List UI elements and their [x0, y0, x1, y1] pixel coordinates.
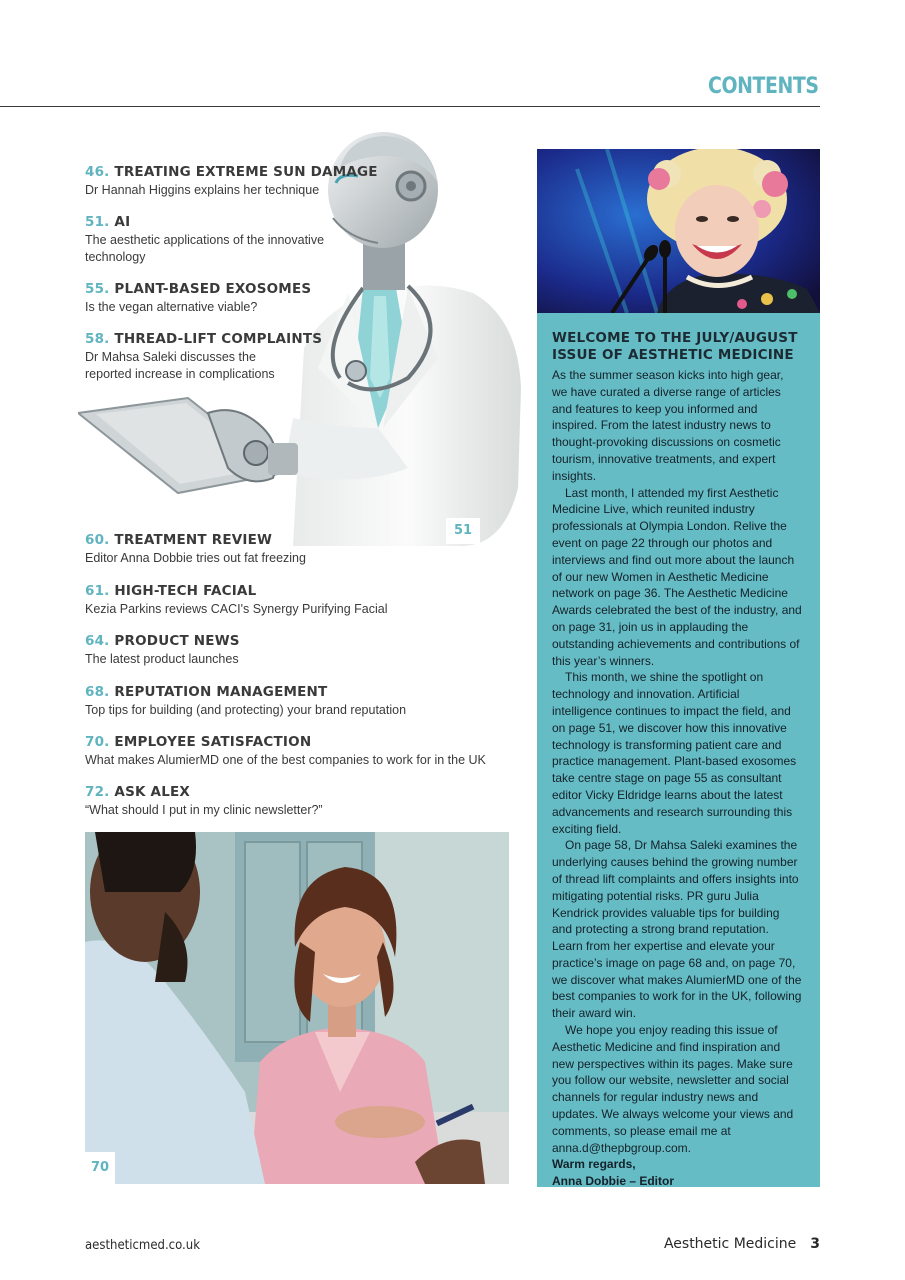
- toc-heading: [85, 633, 445, 649]
- welcome-heading: WELCOME TO THE JULY/AUGUST ISSUE OF AESTHETIC MEDICINE: [552, 330, 798, 363]
- toc-title: THREAD-LIFT COMPLAINTS: [114, 331, 323, 347]
- toc-heading: [85, 684, 505, 700]
- toc-heading: [85, 214, 445, 230]
- toc-page-number: 64.: [85, 633, 110, 649]
- magazine-name: Aesthetic Medicine: [663, 1236, 797, 1252]
- welcome-paragraph: We hope you enjoy reading this issue of Aesthetic Medicine and find inspiration and new perspectives within its pages. Make sure you follow our website, newsletter and social channels for regular industry news and updates. We always welcome your views and comments, so please email me at anna.d@thepbgroup.com.: [552, 1023, 794, 1155]
- welcome-paragraph: As the summer season kicks into high gear, we have curated a diverse range of articles and features to keep you informed and inspired. From the latest industry news to thought-provoking discussions on cosmetic tourism, innovative treatments, and expert insights.: [552, 368, 784, 483]
- toc-page-number: 72.: [85, 784, 110, 800]
- editor-photo: [537, 149, 820, 313]
- toc-page-number: 60.: [85, 532, 110, 548]
- toc-description: What makes AlumierMD one of the best companies to work for in the UK: [85, 753, 486, 767]
- toc-item-64[interactable]: [85, 633, 445, 668]
- toc-title: ASK ALEX: [114, 784, 191, 800]
- welcome-paragraph: Last month, I attended my first Aesthetic Medicine Live, which reunited industry professionals at Olympia London. Relive the event on page 22 through our photos and interviews and find out more about the launch of our new Women in Aesthetic Medicine network on page 36. The Aesthetic Medicine Awards celebrated the best of the industry, and on page 31, join us in applauding the outstanding achievements and contributions of this year’s winners.: [552, 485, 802, 668]
- toc-title: PRODUCT NEWS: [114, 633, 240, 649]
- toc-item-68[interactable]: [85, 684, 505, 719]
- toc-title: TREATING EXTREME SUN DAMAGE: [114, 164, 378, 180]
- toc-item-61[interactable]: [85, 583, 445, 618]
- toc-page-number: 61.: [85, 583, 110, 599]
- page-number: 3: [810, 1236, 820, 1252]
- consultation-photo: [85, 832, 509, 1184]
- toc-heading: [85, 331, 445, 347]
- toc-heading: [85, 583, 445, 599]
- toc-heading: [85, 281, 445, 297]
- toc-page-number: 46.: [85, 164, 110, 180]
- toc-description: Top tips for building (and protecting) your brand reputation: [85, 703, 407, 717]
- welcome-letter: [552, 367, 802, 1190]
- toc-page-number: 58.: [85, 331, 110, 347]
- consult-figure-page-number: 70: [85, 1152, 115, 1184]
- toc-page-number: 51.: [85, 214, 110, 230]
- toc-item-72[interactable]: [85, 784, 445, 819]
- toc-item-70[interactable]: [85, 734, 515, 769]
- toc-title: REPUTATION MANAGEMENT: [114, 684, 328, 700]
- header-divider: [0, 106, 820, 107]
- footer-folio: [664, 1236, 820, 1252]
- page-title: CONTENTS: [708, 74, 819, 99]
- toc-description: The aesthetic applications of the innovative technology: [85, 233, 325, 264]
- toc-title: AI: [114, 214, 131, 230]
- toc-description: Dr Hannah Higgins explains her technique: [85, 183, 320, 197]
- toc-page-number: 70.: [85, 734, 110, 750]
- toc-description: Kezia Parkins reviews CACI's Synergy Purifying Facial: [85, 602, 388, 616]
- toc-heading: [85, 164, 445, 180]
- toc-heading: [85, 734, 515, 750]
- toc-description: Is the vegan alternative viable?: [85, 300, 258, 314]
- toc-heading: [85, 532, 445, 548]
- welcome-paragraph: This month, we shine the spotlight on technology and innovation. Artificial intelligence continues to impact the field, and on page 51, we discover how this innovative technology is transforming patient care and practice management. Plant-based exosomes take centre stage on page 55 as consultant editor Vicky Eldridge learns about the latest advancements and research surrounding this exciting field.: [552, 670, 797, 836]
- toc-description: Editor Anna Dobbie tries out fat freezing: [85, 551, 306, 565]
- toc-item-60[interactable]: [85, 532, 445, 567]
- toc-description: The latest product launches: [85, 652, 239, 666]
- welcome-signoff: Warm regards,: [552, 1157, 636, 1172]
- robot-figure-page-number: 51: [446, 518, 480, 544]
- toc-item-51[interactable]: [85, 214, 445, 266]
- toc-page-number: 68.: [85, 684, 110, 700]
- toc-title: PLANT-BASED EXOSOMES: [114, 281, 312, 297]
- footer-website-link[interactable]: aestheticmed.co.uk: [85, 1238, 200, 1253]
- toc-title: HIGH-TECH FACIAL: [114, 583, 257, 599]
- toc-description: Dr Mahsa Saleki discusses the reported increase in complications: [85, 350, 275, 381]
- toc-heading: [85, 784, 445, 800]
- toc-title: EMPLOYEE SATISFACTION: [114, 734, 312, 750]
- toc-description: “What should I put in my clinic newsletter?”: [85, 803, 323, 817]
- toc-item-58[interactable]: [85, 331, 445, 383]
- editor-signature: Anna Dobbie – Editor: [552, 1174, 675, 1189]
- toc-page-number: 55.: [85, 281, 110, 297]
- toc-item-55[interactable]: [85, 281, 445, 316]
- toc-title: TREATMENT REVIEW: [114, 532, 273, 548]
- toc-item-46[interactable]: [85, 164, 445, 199]
- welcome-paragraph: On page 58, Dr Mahsa Saleki examines the underlying causes behind the growing number of thread lift complaints and offers insights into mitigating potential risks. PR guru Julia Kendrick provides valuable tips for building and protecting a strong brand reputation. Learn from her expertise and elevate your practice’s image on page 68 and, on page 70, we discover what makes AlumierMD one of the best companies to work for in the UK, following their award win.: [552, 838, 802, 1021]
